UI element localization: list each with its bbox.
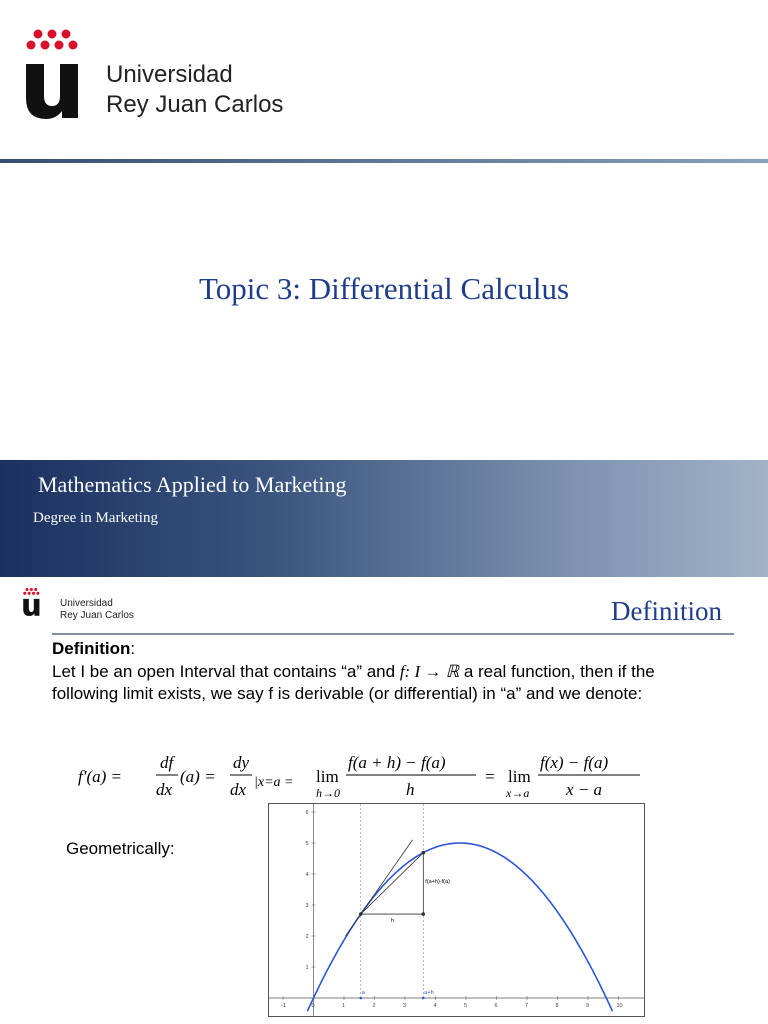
secant-line [361,853,424,914]
a-label: a [361,990,365,996]
y-tick-label: 6 [305,810,309,816]
point-corner [422,912,426,916]
x-tick-label: 3 [403,1003,407,1009]
formula-den1: h [406,780,415,799]
university-line-1: Universidad [106,61,233,88]
point-a [359,912,363,916]
a-plus-h-label: a+h [424,990,434,996]
x-tick-label: 5 [464,1003,468,1009]
x-tick-label: -1 [281,1003,286,1009]
x-tick-label: 9 [586,1003,590,1009]
y-tick-label: 2 [305,934,309,940]
formula-df: df [160,753,174,772]
university-name-small [60,598,134,622]
x-tick-label: 8 [555,1003,559,1009]
x-tick-label: 10 [616,1003,623,1009]
formula-f-prime: f′(a) = [78,767,122,786]
definition-text-1: Let I be an open Interval that contains “a” and [52,662,396,681]
x-tick-label: 4 [433,1003,437,1009]
university-line-2: Rey Juan Carlos [60,610,134,621]
formula-den2: x − a [566,780,603,799]
definition-text-3: then if the following limit exists, we say f is derivable (or differential) in “a” and we denote: [52,662,655,703]
formula-lim: lim [316,767,339,786]
x-tick-label: 2 [372,1003,376,1009]
formula-eq: = [484,767,496,786]
derivative-graph [268,803,645,1017]
h-label: h [391,918,395,925]
university-line-2: Rey Juan Carlos [106,91,284,118]
definition-heading [52,639,135,659]
y-tick-label: 4 [305,872,309,878]
geometrically-label: Geometrically: [66,839,175,858]
parabola-curve [307,843,612,1011]
university-logo-icon [22,586,50,618]
x-tick-label: 1 [342,1003,346,1009]
point-a-plus-h [422,851,426,855]
slide-title: Topic 3: Differential Calculus [198,271,570,306]
formula-eval: |x=a = [254,775,294,790]
slide-title: Definition [611,596,722,626]
y-tick-label: 1 [305,965,309,971]
course-banner [0,460,768,577]
x-tick-label: 7 [525,1003,529,1009]
x-tick-label: 6 [494,1003,498,1009]
formula-lim-2: lim [508,767,531,786]
university-name [106,60,283,120]
title-underline [52,633,734,635]
formula-num1: f(a + h) − f(a) [348,753,446,772]
x-tick-label: 0 [311,1003,315,1009]
formula-h-to-0: h→0 [316,786,340,800]
tangent-line [346,840,413,936]
definition-math: f: I → ℝ [399,662,460,681]
y-tick-label: 3 [305,903,309,909]
definition-text-2: a real function, [463,662,576,681]
formula-dx: dx [156,780,173,799]
y-tick-label: 5 [305,841,309,847]
definition-colon: : [130,639,136,658]
degree-label: Degree in Marketing [33,510,158,526]
university-logo-icon [22,26,112,122]
definition-text [52,661,712,705]
formula-at-a: (a) = [180,767,216,786]
definition-slide [0,577,768,1024]
derivative-formula [78,749,678,809]
formula-dx-2: dx [230,780,247,799]
secant-label: f(a+h)-f(a) [425,879,450,886]
definition-label: Definition [52,639,131,658]
header-divider [0,159,768,163]
formula-dy: dy [233,753,250,772]
course-title: Mathematics Applied to Marketing [38,472,347,497]
university-line-1: Universidad [60,598,113,609]
formula-num2: f(x) − f(a) [540,753,609,772]
formula-x-to-a: x→a [506,786,530,800]
